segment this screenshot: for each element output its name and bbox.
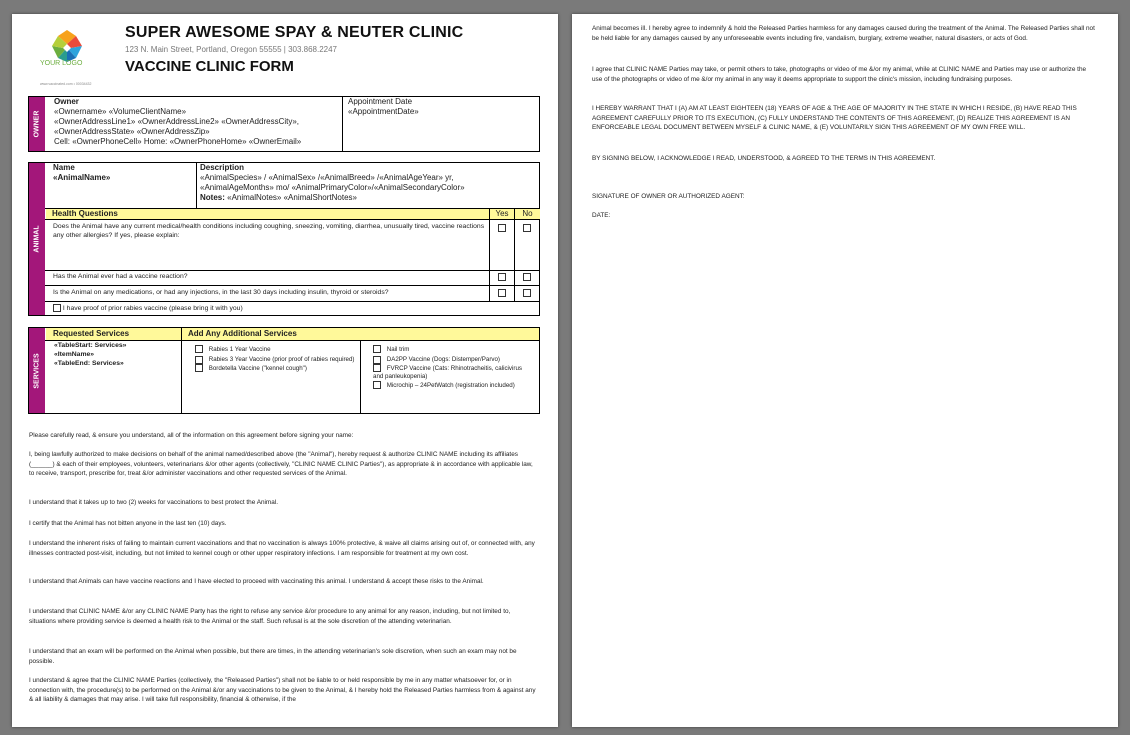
owner-contact[interactable]: Cell: «OwnerPhoneCell» Home: «OwnerPhoneHome» «OwnerEmail» xyxy=(54,137,302,146)
agreement-paragraph: I understand that an exam will be performed on the Animal when possible, but there are times, in the attending veterinarian's sole discretion, when such an exam may not be possible. xyxy=(29,648,517,665)
form-title: VACCINE CLINIC FORM xyxy=(125,58,294,75)
appointment-value[interactable]: «AppointmentDate» xyxy=(348,107,419,116)
clinic-name: SUPER AWESOME SPAY & NEUTER CLINIC xyxy=(125,24,464,41)
form-page-1 xyxy=(12,14,558,727)
services-section xyxy=(28,327,540,414)
clinic-address: 123 N. Main Street, Portland, Oregon 55555 | 303.868.2247 xyxy=(125,45,337,54)
animal-name-value[interactable]: «AnimalName» xyxy=(53,173,111,182)
notes-value[interactable]: «AnimalNotes» «AnimalShortNotes» xyxy=(227,193,357,202)
additional-services-header: Add Any Additional Services xyxy=(182,328,539,340)
agreement-paragraph: I understand & agree that the CLINIC NAME Parties (collectively, the "Released Parties") shall not be liable to or held responsible by me in any matter whatsoever for, or in connection with, the procedure(s) to be performed on the Animal &/or any vaccinations to be given to the Animal, & I hereby hold the Released Parties harmless from & against any & all liability & damages that may arise. I will take full responsibility, financial & otherwise, if the xyxy=(29,677,536,703)
q1-yes-checkbox[interactable] xyxy=(498,224,506,232)
additional-services-right xyxy=(373,345,533,390)
service-option: Rabies 3 Year Vaccine (prior proof of rabies required) xyxy=(208,356,355,364)
bordetella-checkbox[interactable] xyxy=(195,364,203,372)
agreement-intro: Please carefully read, & ensure you understand, all of the information on this agreement before signing your name: xyxy=(29,432,354,439)
rabies-proof-checkbox[interactable] xyxy=(53,304,61,312)
rabies-1yr-checkbox[interactable] xyxy=(195,345,203,353)
health-question-1: Does the Animal have any current medical/health conditions including coughing, sneezing, vomiting, diarrhea, unusually tired, vaccine reactions any other allergies? If yes, please explain: xyxy=(53,223,485,239)
health-questions-header: Health Questions xyxy=(46,209,489,219)
yes-column-header: Yes xyxy=(490,209,514,219)
appointment-date xyxy=(348,97,538,117)
q2-no-checkbox[interactable] xyxy=(523,273,531,281)
owner-info xyxy=(54,97,344,147)
rabies-proof-row[interactable] xyxy=(53,304,523,312)
agreement-paragraph: I understand that Animals can have vaccine reactions and I have elected to proceed with vaccinating this animal. I understand & accept these risks to the Animal. xyxy=(29,578,484,585)
nail-trim-checkbox[interactable] xyxy=(373,345,381,353)
services-side-label: SERVICES xyxy=(29,328,45,413)
q3-no-checkbox[interactable] xyxy=(523,289,531,297)
owner-label: Owner xyxy=(54,97,79,106)
q1-no-checkbox[interactable] xyxy=(523,224,531,232)
clinic-logo-icon xyxy=(42,28,92,74)
requested-services-list xyxy=(54,341,179,368)
q3-yes-checkbox[interactable] xyxy=(498,289,506,297)
health-question-2: Has the Animal ever had a vaccine reaction? xyxy=(53,273,188,280)
agreement-paragraph: I certify that the Animal has not bitten anyone in the last ten (10) days. xyxy=(29,520,227,527)
fvrcp-checkbox[interactable] xyxy=(373,364,381,372)
owner-address-2[interactable]: «OwnerAddressState» «OwnerAddressZip» xyxy=(54,127,210,136)
health-question-3: Is the Animal on any medications, or had any injections, in the last 30 days including insulin, thyroid or steroids? xyxy=(53,289,389,296)
no-column-header: No xyxy=(515,209,540,219)
agreement-paragraph: I understand that CLINIC NAME &/or any CLINIC NAME Party has the right to refuse any service &/or procedure to any animal for any reason, including, but not limited to, situations where providing service is deemed a health risk to the Animal or the staff. Such refusal is at the sole discretion of the attending veterinarian. xyxy=(29,608,511,625)
requested-line: «TableEnd: Services» xyxy=(54,360,124,367)
rabies-proof-label: I have proof of prior rabies vaccine (please bring it with you) xyxy=(62,304,243,312)
service-option: Bordetella Vaccine ("kennel cough") xyxy=(208,364,307,372)
logo-caption: www.vaccinated.com • 00034432 xyxy=(40,82,92,86)
logo-text: YOUR LOGO xyxy=(40,60,83,67)
animal-name-cell xyxy=(53,163,198,183)
signature-field[interactable]: SIGNATURE OF OWNER OR AUTHORIZED AGENT: xyxy=(592,193,745,200)
agreement-paragraph: I understand the inherent risks of failing to maintain current vaccinations and that no vaccination is always 100% protective, & waive all claims arising out of, or connected with, any illnesses contracted post-visit, including, but not limited to kennel cough or other upper respiratory infections. I am responsible for treatment at my own cost. xyxy=(29,540,535,557)
date-field[interactable]: DATE: xyxy=(592,212,611,219)
animal-name-label: Name xyxy=(53,163,75,172)
agreement-paragraph: I understand that it takes up to two (2) weeks for vaccinations to best protect the Animal. xyxy=(29,499,279,506)
service-option: FVRCP Vaccine (Cats: Rhinotracheitis, calicivirus and panleukopenia) xyxy=(373,364,522,380)
da2pp-checkbox[interactable] xyxy=(373,356,381,364)
animal-section xyxy=(28,162,540,316)
service-option: Microchip – 24PetWatch (registration included) xyxy=(386,381,515,389)
additional-services-left xyxy=(195,345,355,373)
animal-description-line2[interactable]: «AnimalAgeMonths» mo/ «AnimalPrimaryColor»/«AnimalSecondaryColor» xyxy=(200,183,465,192)
agreement-paragraph: I agree that CLINIC NAME Parties may take, or permit others to take, photographs or video of me &/or my animal, while at CLINIC NAME and Parties may use or authorize the use of the photographs or video of me &/or my animal in any way it deems appropriate to support the clinic's mission, including fundraising purposes. xyxy=(592,66,1087,83)
service-option: DA2PP Vaccine (Dogs: Distemper/Parvo) xyxy=(386,356,500,364)
requested-services-header: Requested Services xyxy=(46,328,181,340)
animal-description-label: Description xyxy=(200,163,245,172)
agreement-paragraph: Animal becomes ill. I hereby agree to indemnify & hold the Released Parties harmless for any damages caused during the treatment of the Animal. The Released Parties shall not be held liable for any damages caused by any unforeseeable events including fire, vandalism, burglary, extreme weather, natural disasters, or acts of God. xyxy=(592,25,1095,42)
owner-address-1[interactable]: «OwnerAddressLine1» «OwnerAddressLine2» «OwnerAddressCity», xyxy=(54,117,300,126)
q2-yes-checkbox[interactable] xyxy=(498,273,506,281)
agreement-paragraph: I, being lawfully authorized to make decisions on behalf of the animal named/described above (the "Animal"), hereby request & authorize CLINIC NAME including its affiliates (______) & each of their employees, volunteers, veterinarians &/or other agents (collectively, "CLINIC NAME CLINIC Parties"), as appropriate & in accordance with applicable law, to receive, transport, prescribe for, treat &/or administer vaccinations and other requested services of the Animal. xyxy=(29,451,533,477)
microchip-checkbox[interactable] xyxy=(373,381,381,389)
requested-line: «TableStart: Services» xyxy=(54,342,127,349)
animal-side-label: ANIMAL xyxy=(29,163,45,315)
rabies-3yr-checkbox[interactable] xyxy=(195,356,203,364)
owner-section xyxy=(28,96,540,152)
agreement-paragraph: I HEREBY WARRANT THAT I (A) AM AT LEAST EIGHTEEN (18) YEARS OF AGE & THE AGE OF MAJORITY IN THE STATE IN WHICH I RESIDE, (B) HAVE READ THIS AGREEMENT CAREFULLY PRIOR TO ITS EXECUTION, (C) FULLY UNDERSTAND THE CONTENTS OF THIS AGREEMENT, (D) REALIZE THIS AGREEMENT IS AN ENFORCEABLE LEGAL DOCUMENT BETWEEN MYSELF & CLINIC NAME, & (E) VOLUNTARILY SIGN THIS AGREEMENT OF MY OWN FREE WILL. xyxy=(592,105,1077,131)
notes-label: Notes: xyxy=(200,193,225,202)
animal-description-cell xyxy=(200,163,535,203)
appointment-label: Appointment Date xyxy=(348,97,413,106)
animal-description-line1[interactable]: «AnimalSpecies» / «AnimalSex» /«AnimalBreed» /«AnimalAgeYear» yr, xyxy=(200,173,454,182)
service-option: Rabies 1 Year Vaccine xyxy=(208,345,271,353)
requested-line: «ItemName» xyxy=(54,351,95,358)
agreement-paragraph: BY SIGNING BELOW, I ACKNOWLEDGE I READ, UNDERSTOOD, & AGREED TO THE TERMS IN THIS AGREEMENT. xyxy=(592,155,936,162)
service-option: Nail trim xyxy=(386,345,410,353)
owner-side-label: OWNER xyxy=(29,97,45,151)
owner-name[interactable]: «Ownername» «VolumeClientName» xyxy=(54,107,187,116)
form-page-2 xyxy=(572,14,1118,727)
